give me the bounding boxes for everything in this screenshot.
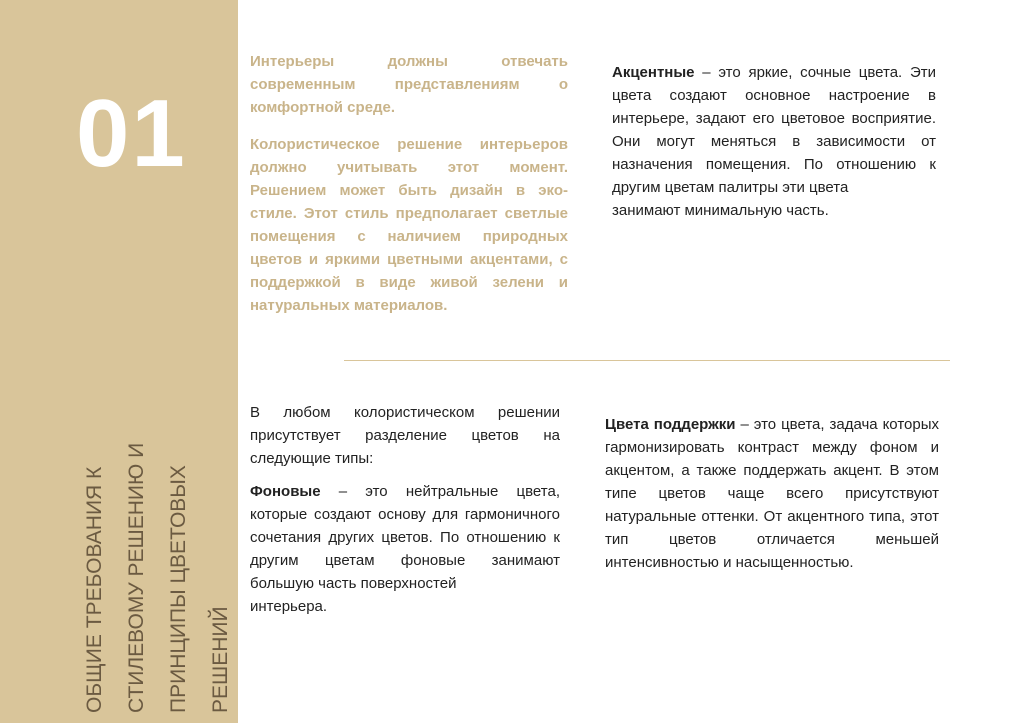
intro-paragraph-1: Интерьеры должны отвечать современным представлениям о комфортной среде. [250,53,568,116]
section-title-line-4: РЕШЕНИЙ [209,606,232,713]
section-title-line-1: ОБЩИЕ ТРЕБОВАНИЯ К [83,466,106,713]
section-divider [344,360,950,361]
section-title-line-3: ПРИНЦИПЫ ЦВЕТОВЫХ [167,465,190,713]
accent-colors-paragraph [612,61,936,222]
support-colors-text: – это цвета, задача которых гармонизировать контраст между фоном и акцентом, а также поддержать акцент. В этом типе цветов чаще всего присутствуют натуральные оттенки. От акцентного типа, этот тип цветов отличается меньшей интенсивностью и насыщенностью. [605,416,939,571]
intro-paragraph-2: Колористическое решение интерьеров должно учитывать этот момент. Решением может быть дизайн в эко-стиле. Этот стиль предполагает светлые помещения с наличием природных цветов и яркими цветными акцентами, с поддержкой в виде живой зелени и натуральных материалов. [250,136,568,314]
color-types-intro: В любом колористическом решении присутствует разделение цветов на следующие типы: [250,404,560,467]
accent-colors-text: – это яркие, сочные цвета. Эти цвета создают основное настроение в интерьере, задают его цветовое восприятие. Они могут меняться в зависимости от назначения помещения. По отношению к другим цветам палитры эти цвета [612,64,936,196]
background-colors-tail: интерьера. [250,598,328,615]
accent-colors-term: Акцентные [612,64,695,81]
background-colors-text: – это нейтральные цвета, которые создают основу для гармоничного сочетания других цветов. По отношению к другим цветам фоновые занимают большую часть поверхностей [250,483,560,592]
section-title-line-2: СТИЛЕВОМУ РЕШЕНИЮ И [125,442,148,713]
background-colors-term: Фоновые [250,483,321,500]
support-colors-term: Цвета поддержки [605,416,736,433]
sidebar-panel [0,0,238,723]
support-colors-paragraph [605,413,939,574]
color-types-paragraph [250,401,560,618]
section-title [74,413,242,713]
slide-number: 01 [76,80,187,187]
accent-colors-tail: занимают минимальную часть. [612,202,829,219]
